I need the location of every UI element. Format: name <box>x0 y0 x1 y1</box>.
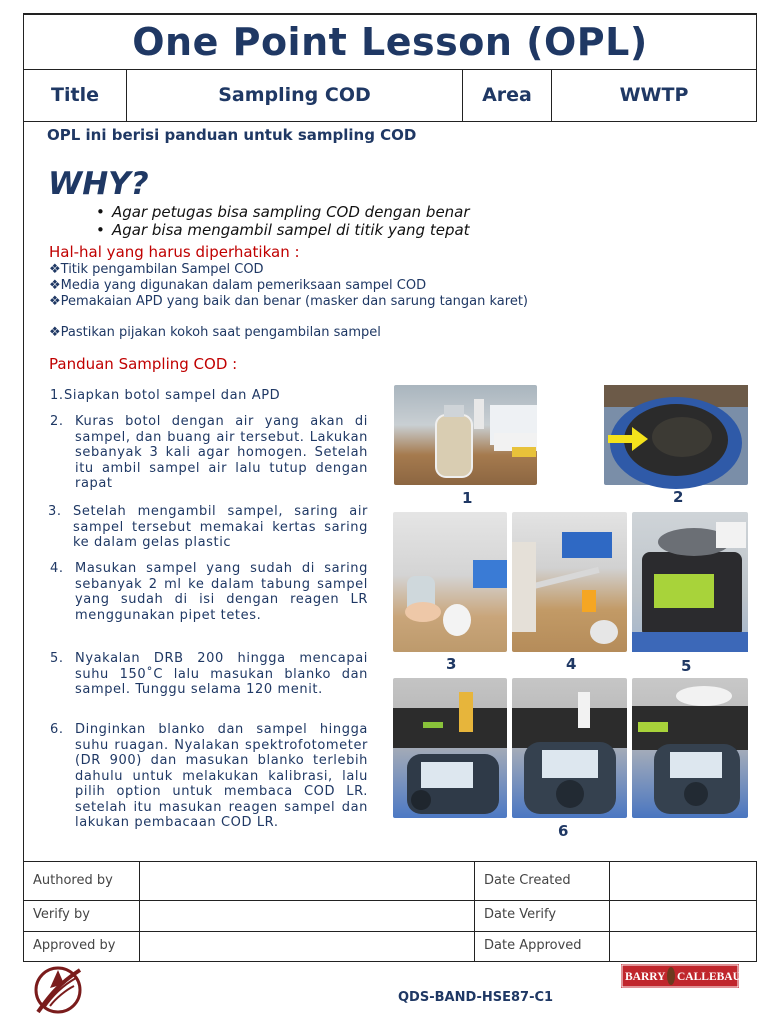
photo-drb200-reactor <box>632 512 748 652</box>
title-value: Sampling COD <box>218 84 371 106</box>
photo-caption-3: 3 <box>446 655 457 673</box>
step-number: 5. <box>50 651 64 666</box>
why-bullet-1: • Agar petugas bisa sampling COD dengan benar <box>96 203 470 221</box>
step-text: Masukan sampel yang sudah di saring sebanyak 2 ml ke dalam tabung sampel yang sudah di isi dengan reagen LR menggunakan pipet tetes. <box>75 561 368 623</box>
photo-caption-6: 6 <box>558 822 569 840</box>
date-verify-label: Date Verify <box>484 907 557 922</box>
photo-sample-bottle <box>394 385 537 485</box>
document-code: QDS-BAND-HSE87-C1 <box>398 990 554 1005</box>
attention-item-2: ❖Media yang digunakan dalam pemeriksaan sampel COD <box>49 278 427 293</box>
authored-by-label: Authored by <box>33 873 113 888</box>
attention-item-3: ❖Pemakaian APD yang baik dan benar (masker dan sarung tangan karet) <box>49 294 528 309</box>
title-label: Title <box>51 84 99 106</box>
photo-dr900-reading <box>632 678 748 818</box>
why-heading: WHY? <box>48 166 149 202</box>
attention-item-4: ❖Pastikan pijakan kokoh saat pengambilan sampel <box>49 325 381 340</box>
attention-item-1: ❖Titik pengambilan Sampel COD <box>49 262 264 277</box>
step-text: Nyakalan DRB 200 hingga mencapai suhu 150˚C lalu masukan blanko dan sampel. Tunggu selama 120 menit. <box>75 651 368 697</box>
photo-dr900-blank <box>393 678 507 818</box>
guide-step-5 <box>50 651 368 698</box>
date-created-label: Date Created <box>484 873 571 888</box>
guide-step-3 <box>48 504 368 551</box>
photo-filter-sample <box>393 512 507 652</box>
step-text: Siapkan botol sampel dan APD <box>64 388 281 403</box>
header-row-bottom <box>23 121 757 122</box>
step-number: 2. <box>50 414 64 429</box>
photo-caption-5: 5 <box>681 657 692 675</box>
intro-text: OPL ini berisi panduan untuk sampling COD <box>47 126 417 144</box>
page-title: One Point Lesson (OPL) <box>132 20 648 64</box>
approved-by-label: Approved by <box>33 938 116 953</box>
step-number: 6. <box>50 722 64 737</box>
attention-heading: Hal-hal yang harus diperhatikan : <box>49 243 300 261</box>
step-number: 3. <box>48 504 62 519</box>
why-bullet-text: Agar petugas bisa sampling COD dengan benar <box>112 203 470 221</box>
guide-heading: Panduan Sampling COD : <box>49 355 238 373</box>
frame-right <box>756 13 757 121</box>
guide-step-6 <box>50 722 368 831</box>
area-label: Area <box>482 84 532 106</box>
photo-caption-2: 2 <box>673 488 684 506</box>
guide-step-1 <box>50 388 368 404</box>
guide-step-4 <box>50 561 368 623</box>
photo-caption-1: 1 <box>462 489 473 507</box>
svg-text:CALLEBAUT: CALLEBAUT <box>677 971 749 983</box>
guide-step-2 <box>50 414 368 492</box>
why-bullet-text: Agar bisa mengambil sampel di titik yang tepat <box>112 221 470 239</box>
photo-sampling-point <box>604 385 748 485</box>
svg-text:BARRY: BARRY <box>625 971 666 983</box>
frame-left <box>23 13 24 862</box>
area-value: WWTP <box>619 84 689 106</box>
photo-caption-4: 4 <box>566 655 577 673</box>
step-text: Kuras botol dengan air yang akan di sampel, dan buang air tersebut. Lakukan sebanyak 3 kali agar homogen. Setelah itu ambil sampel air lalu tutup dengan rapat <box>75 414 368 491</box>
photo-pipette-reagent <box>512 512 627 652</box>
step-text: Setelah mengambil sampel, saring air sampel tersebut memakai kertas saring ke dalam gelas plastic <box>73 504 368 550</box>
step-text: Dinginkan blanko dan sampel hingga suhu ruagan. Nyalakan spektrofotometer (DR 900) dan masukan blanko terlebih dahulu untuk melakukan kalibrasi, lalu pilih option untuk membaca COD LR. setelah itu masukan reagen sampel dan lakukan pembacaan COD LR. <box>75 722 368 830</box>
company-emblem-icon <box>28 962 86 1018</box>
barry-callebaut-logo <box>621 964 749 988</box>
photo-dr900-sample <box>512 678 627 818</box>
why-bullet-2: • Agar bisa mengambil sampel di titik yang tepat <box>96 221 470 239</box>
step-number: 4. <box>50 561 64 576</box>
date-approved-label: Date Approved <box>484 938 582 953</box>
verify-by-label: Verify by <box>33 907 90 922</box>
step-number: 1. <box>50 388 64 403</box>
